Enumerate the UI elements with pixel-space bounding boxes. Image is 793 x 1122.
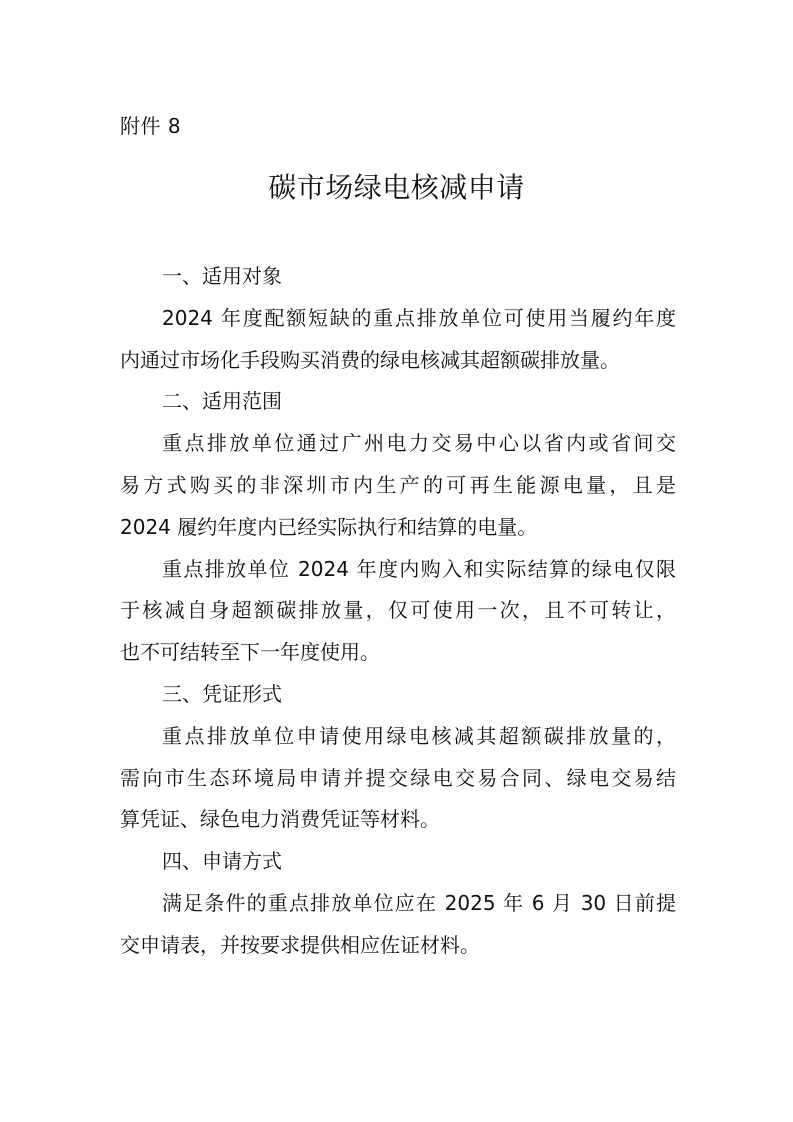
paragraph-line: 交申请表，并按要求提供相应佐证材料。: [120, 932, 480, 957]
paragraph-line: 也不可结转至下一年度使用。: [120, 640, 380, 665]
paragraph-line: 内通过市场化手段购买消费的绿电核减其超额碳排放量。: [120, 347, 620, 372]
paragraph-line: 易方式购买的非深圳市内生产的可再生能源电量，且是: [120, 472, 676, 497]
attachment-label: 附件 8: [120, 114, 182, 138]
paragraph-line: 重点排放单位申请使用绿电核减其超额碳排放量的，: [162, 723, 676, 748]
section-heading: 一、适用对象: [162, 264, 282, 288]
paragraph-line: 于核减自身超额碳排放量，仅可使用一次，且不可转让，: [120, 598, 676, 623]
paragraph-line: 算凭证、绿色电力消费凭证等材料。: [120, 807, 440, 832]
paragraph-line: 重点排放单位 2024 年度内购入和实际结算的绿电仅限: [162, 556, 676, 581]
section-heading: 三、凭证形式: [162, 681, 282, 706]
paragraph-line: 满足条件的重点排放单位应在 2025 年 6 月 30 日前提: [162, 890, 676, 915]
section-heading: 二、适用范围: [162, 389, 282, 414]
paragraph-line: 2024 年度配额短缺的重点排放单位可使用当履约年度: [162, 305, 676, 330]
paragraph-line: 2024 履约年度内已经实际执行和结算的电量。: [120, 514, 538, 539]
paragraph-line: 需向市生态环境局申请并提交绿电交易合同、绿电交易结: [120, 765, 676, 790]
document-title: 碳市场绿电核减申请: [268, 171, 525, 204]
paragraph-line: 重点排放单位通过广州电力交易中心以省内或省间交: [162, 431, 676, 456]
section-heading: 四、申请方式: [162, 849, 282, 874]
document-body: [120, 256, 676, 967]
